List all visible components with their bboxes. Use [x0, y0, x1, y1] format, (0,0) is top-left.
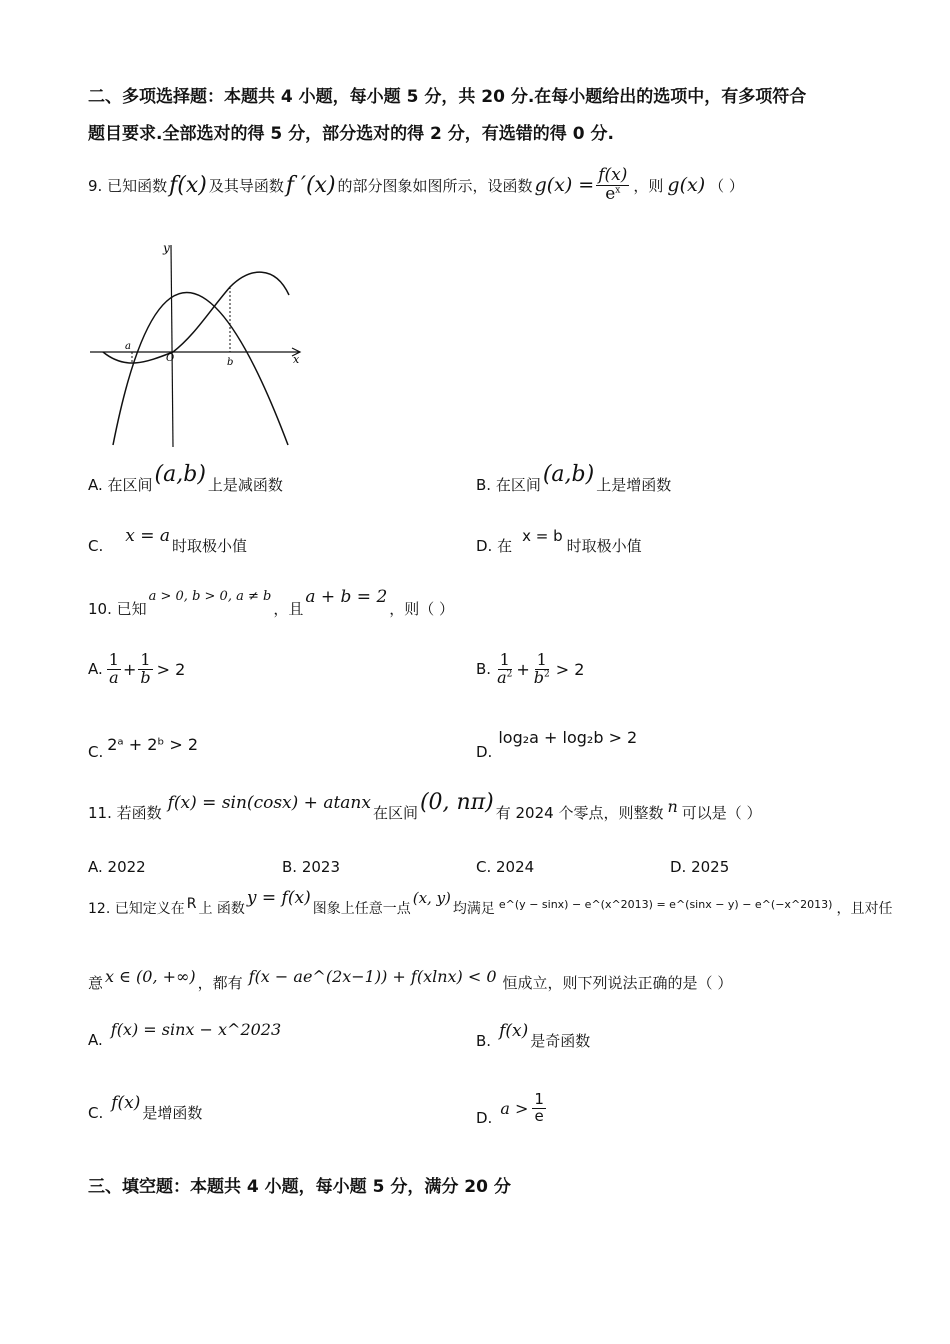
q9-stem-e: （ ）: [709, 176, 744, 195]
q9-optD-math: x = b: [522, 526, 563, 545]
q10-optB-frac1: $\frac{1}{a^2}$: [497, 650, 513, 687]
q11-function: f(x) = sin(cosx) + atanx: [167, 792, 371, 813]
q10-optA-frac1: $\frac{1}{a}$: [108, 650, 119, 687]
q12-function: y = f(x): [246, 888, 311, 908]
q9-frac-num: f(x): [598, 164, 628, 185]
q10-optA-tail: > 2: [156, 659, 186, 679]
q12-optC-label: C.: [88, 1103, 104, 1122]
q10-optB-plus: +: [516, 659, 530, 679]
q12-stem-d: 均满足: [452, 901, 495, 917]
q10-stem-a: 10. 已知: [88, 600, 147, 618]
q10-option-d[interactable]: [476, 728, 638, 761]
q12-optD-fraction: [532, 1092, 546, 1125]
q10-optB-label: B.: [476, 660, 492, 679]
q12-option-a[interactable]: [88, 1020, 282, 1049]
derivative-curve: [113, 293, 288, 446]
b-label: b: [227, 357, 234, 368]
q12-equation: e^(y − sinx) − e^(x^2013) = e^(sinx − y) − e^(−x^2013): [498, 897, 833, 911]
q10-optA-frac2: $\frac{1}{b}$: [140, 650, 151, 687]
q9-optC-math: x = a: [125, 525, 171, 546]
q10-option-a[interactable]: [88, 652, 185, 687]
q9-function-graph: [85, 235, 310, 450]
q11-stem-d: 可以是（ ）: [681, 804, 762, 822]
q12-stem: [88, 888, 893, 918]
q10-optA-plus: +: [122, 659, 137, 679]
q12-stem-b: 上 函数: [198, 901, 245, 917]
q12-optD-den: e: [534, 1106, 544, 1125]
q12-domain: x ∈ (0, +∞): [105, 967, 196, 986]
q9-option-c[interactable]: [88, 525, 248, 556]
q9-optB-interval: (a,b): [542, 462, 595, 487]
q12-line2-a: 意: [88, 974, 104, 992]
q12-stem-line2: [88, 967, 733, 993]
section-fill-in: 三、填空题：本题共 4 小题，每小题 5 分，满分 20 分: [88, 1177, 511, 1197]
q12-optC-post: 是增函数: [142, 1104, 203, 1122]
q9-stem: [88, 160, 744, 210]
q10-option-c[interactable]: [88, 735, 199, 761]
a-label: a: [125, 341, 131, 352]
q9-stem-d: ，则: [633, 176, 664, 195]
q9-frac-den-sup: x: [615, 184, 621, 195]
q11-option-a[interactable]: A. 2022: [88, 858, 146, 876]
y-axis-label: y: [163, 241, 170, 255]
q12-optD-lhs: a >: [500, 1098, 529, 1118]
q9-optC-pre: C.: [88, 536, 104, 555]
q10-optD-math: log₂a + log₂b > 2: [498, 728, 638, 747]
q10-optA-label: A.: [88, 660, 103, 679]
section-multi-choice-line1: 二、多项选择题：本题共 4 小题，每小题 5 分，共 20 分.在每小题给出的选项中，有多项符合: [88, 87, 807, 107]
q12-line2-b: ，都有: [197, 974, 243, 992]
q10-stem: [88, 586, 455, 619]
x-axis-label: x: [293, 353, 300, 366]
q9-fx: f(x): [169, 172, 207, 198]
origin-label: O: [166, 353, 175, 364]
q12-stem-c: 图象上任意一点: [312, 901, 411, 917]
q9-stem-c: 的部分图象如图所示，设函数: [337, 176, 533, 195]
q10-optC-label: C.: [88, 742, 104, 761]
q9-optD-pre: D. 在: [476, 537, 513, 555]
q10-condition: a > 0, b > 0, a ≠ b: [148, 589, 272, 604]
q10-optC-math: 2ᵃ + 2ᵇ > 2: [107, 735, 199, 754]
q12-optB-label: B.: [476, 1031, 492, 1050]
q10-stem-b: ，且: [273, 600, 304, 618]
q9-optB-pre: B. 在区间: [476, 476, 541, 494]
q9-option-d[interactable]: [476, 526, 642, 556]
q9-stem-a: 9. 已知函数: [88, 176, 168, 195]
q9-fpx: f ′(x): [285, 172, 336, 198]
q9-stem-b: 及其导函数: [208, 176, 284, 195]
q12-option-b[interactable]: [476, 1020, 591, 1051]
q11-stem-a: 11. 若函数: [88, 804, 162, 822]
q9-optB-post: 上是增函数: [596, 476, 672, 494]
q9-g-lhs: g(x) =: [534, 174, 595, 196]
y-axis: [171, 245, 173, 447]
q12-point: (x, y): [412, 889, 451, 907]
q12-optA-label: A.: [88, 1030, 103, 1049]
q12-R: R: [186, 896, 197, 912]
q9-optD-post: 时取极小值: [566, 537, 642, 555]
q9-optC-post: 时取极小值: [172, 537, 248, 555]
q12-optB-math: f(x): [499, 1020, 529, 1041]
q11-stem: [88, 790, 762, 825]
q9-option-b[interactable]: [476, 462, 672, 497]
q9-optA-pre: A. 在区间: [88, 476, 153, 494]
q10-optB-frac2: $\frac{1}{b^2}$: [533, 650, 550, 687]
q9-optA-interval: (a,b): [154, 462, 206, 487]
q10-sum: a + b = 2: [305, 586, 388, 607]
q12-optC-math: f(x): [111, 1092, 141, 1113]
q11-stem-b: 在区间: [372, 804, 418, 822]
q10-option-b[interactable]: [476, 652, 584, 687]
q11-n: n: [667, 797, 678, 816]
q11-interval: (0, nπ): [419, 790, 494, 815]
q10-stem-c: ，则（ ）: [389, 600, 455, 618]
q9-optA-post: 上是减函数: [207, 476, 283, 494]
q10-optB-tail: > 2: [555, 659, 585, 679]
q11-option-b[interactable]: B. 2023: [282, 858, 341, 876]
q10-optD-label: D.: [476, 742, 493, 761]
q12-optB-post: 是奇函数: [530, 1032, 591, 1050]
q12-optD-label: D.: [476, 1109, 493, 1128]
q9-gx: g(x): [667, 174, 706, 196]
q12-inequality: f(x − ae^(2x−1)) + f(xlnx) < 0: [248, 967, 497, 986]
q12-stem-a: 12. 已知定义在: [88, 901, 185, 917]
q12-stem-e: ，且对任: [836, 901, 893, 917]
q12-optD-num: 1: [534, 1090, 544, 1108]
q11-option-c[interactable]: C. 2024: [476, 858, 535, 876]
q11-stem-c: 有 2024 个零点，则整数: [495, 804, 664, 822]
q9-frac-den: e: [605, 183, 616, 204]
q9-g-fraction: [596, 164, 629, 204]
q12-option-c[interactable]: [88, 1092, 203, 1123]
section-multi-choice-line2: 题目要求.全部选对的得 5 分，部分选对的得 2 分，有选错的得 0 分.: [88, 124, 614, 144]
q12-option-d[interactable]: [476, 1090, 546, 1128]
q11-option-d[interactable]: D. 2025: [670, 858, 730, 876]
q12-optA-math: f(x) = sinx − x^2023: [110, 1020, 282, 1039]
q12-line2-c: 恒成立，则下列说法正确的是（ ）: [502, 974, 733, 992]
q9-option-a[interactable]: [88, 462, 283, 497]
